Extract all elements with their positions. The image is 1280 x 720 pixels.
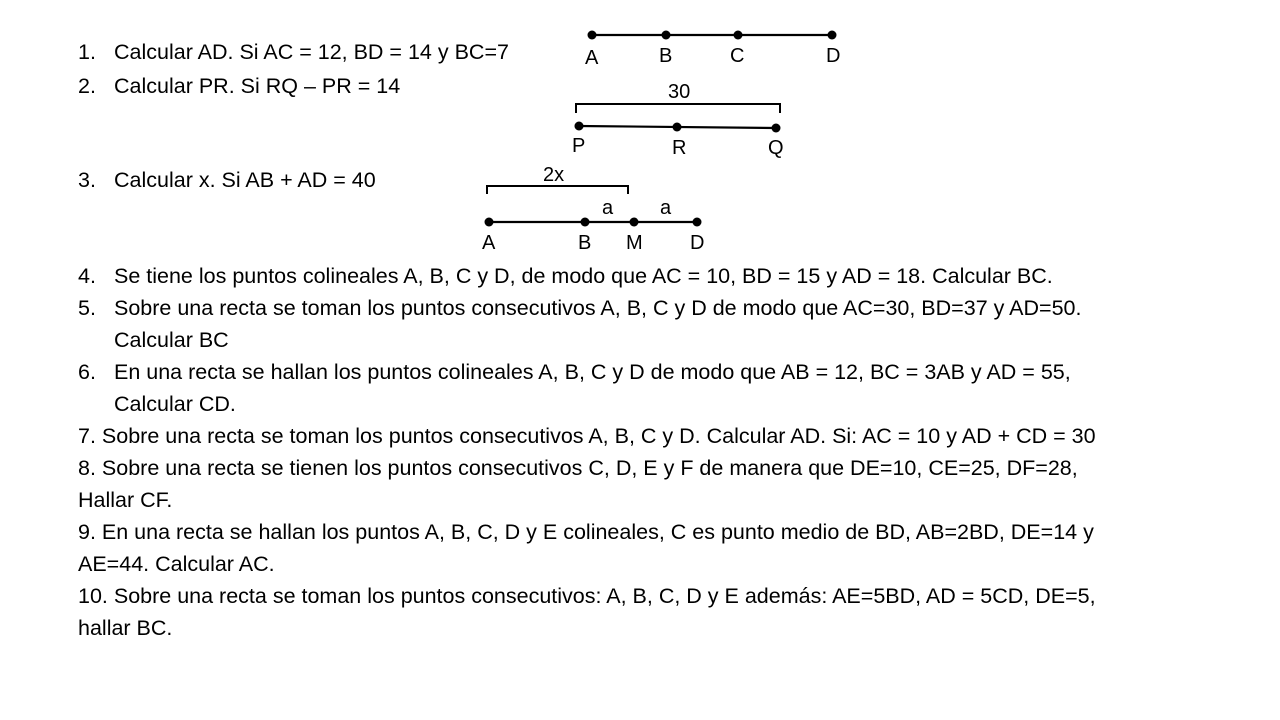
- problem-9-continuation: [78, 550, 275, 578]
- point-a-dot: [588, 31, 597, 40]
- problem-text: 8. Sobre una recta se tienen los puntos consecutivos C, D, E y F de manera que DE=10, CE=25, DF=28,: [78, 456, 1078, 480]
- segment-label-2x: 2x: [543, 164, 565, 186]
- point-p-dot: [575, 122, 584, 131]
- problem-2: [78, 72, 400, 100]
- problem-text: Calcular AD. Si AC = 12, BD = 14 y BC=7: [114, 40, 509, 64]
- problem-7: [78, 422, 1096, 450]
- point-d-dot: [828, 31, 837, 40]
- point-q-dot: [772, 124, 781, 133]
- point-p-label: P: [572, 135, 586, 157]
- point-m-dot: [630, 218, 639, 227]
- problem-number: 6.: [78, 360, 96, 384]
- point-a-dot: [485, 218, 494, 227]
- problem-8: [78, 454, 1078, 482]
- problem-number: 3.: [78, 168, 96, 192]
- bracket-2x: [487, 186, 628, 194]
- point-c-label: C: [730, 45, 745, 67]
- problem-number: 1.: [78, 40, 96, 64]
- problem-text: 9. En una recta se hallan los puntos A, B, C, D y E colineales, C es punto medio de BD, AB=2BD, DE=14 y: [78, 520, 1094, 544]
- problem-number: 2.: [78, 74, 96, 98]
- problem-text: Sobre una recta se toman los puntos consecutivos A, B, C y D de modo que AC=30, BD=37 y AD=50.: [114, 296, 1082, 320]
- problem-text-continuation: hallar BC.: [78, 616, 173, 640]
- point-a-label: A: [585, 47, 599, 69]
- problem-6-continuation: [114, 390, 236, 418]
- point-m-label: M: [626, 232, 643, 254]
- point-d-label: D: [690, 232, 705, 254]
- point-q-label: Q: [768, 137, 784, 159]
- point-c-dot: [734, 31, 743, 40]
- problem-6: [78, 358, 1071, 386]
- figure-1-segment-abcd: [585, 31, 840, 70]
- figure-3-segment-abmd: [482, 164, 704, 254]
- problem-text-continuation: Calcular BC: [114, 328, 229, 352]
- point-b-dot: [581, 218, 590, 227]
- problem-8-continuation: [78, 486, 172, 514]
- problem-text: Se tiene los puntos colineales A, B, C y D, de modo que AC = 10, BD = 15 y AD = 18. Calcular BC.: [114, 264, 1053, 288]
- figure-2-line: [579, 126, 776, 128]
- problem-text: 7. Sobre una recta se toman los puntos consecutivos A, B, C y D. Calcular AD. Si: AC = 10 y AD + CD = 30: [78, 424, 1096, 448]
- problem-number: 4.: [78, 264, 96, 288]
- problem-text: Calcular x. Si AB + AD = 40: [114, 168, 376, 192]
- point-r-dot: [673, 123, 682, 132]
- problem-5: [78, 294, 1081, 322]
- problem-text: Calcular PR. Si RQ – PR = 14: [114, 74, 401, 98]
- problem-text: En una recta se hallan los puntos colineales A, B, C y D de modo que AB = 12, BC = 3AB y AD = 55,: [114, 360, 1071, 384]
- point-r-label: R: [672, 137, 687, 159]
- segment-label-30: 30: [668, 81, 691, 103]
- problem-text: 10. Sobre una recta se toman los puntos consecutivos: A, B, C, D y E además: AE=5BD, AD = 5CD, DE=5,: [78, 584, 1096, 608]
- segment-label-a-2: a: [660, 197, 672, 219]
- point-b-dot: [662, 31, 671, 40]
- problem-10: [78, 582, 1096, 610]
- point-b-label: B: [578, 232, 592, 254]
- problem-9: [78, 518, 1094, 546]
- problem-5-continuation: [114, 326, 229, 354]
- point-d-dot: [693, 218, 702, 227]
- segment-label-a-1: a: [602, 197, 614, 219]
- problem-text-continuation: AE=44. Calcular AC.: [78, 552, 275, 576]
- point-b-label: B: [659, 45, 673, 67]
- point-a-label: A: [482, 232, 496, 254]
- problem-1: [78, 38, 509, 66]
- problem-3: [78, 166, 376, 194]
- point-d-label: D: [826, 45, 841, 67]
- problem-10-continuation: [78, 614, 172, 642]
- bracket-30: [576, 104, 780, 113]
- figure-2-segment-prq: [572, 81, 784, 159]
- problem-number: 5.: [78, 296, 96, 320]
- problem-text-continuation: Hallar CF.: [78, 488, 173, 512]
- problem-text-continuation: Calcular CD.: [114, 392, 236, 416]
- problem-4: [78, 262, 1053, 290]
